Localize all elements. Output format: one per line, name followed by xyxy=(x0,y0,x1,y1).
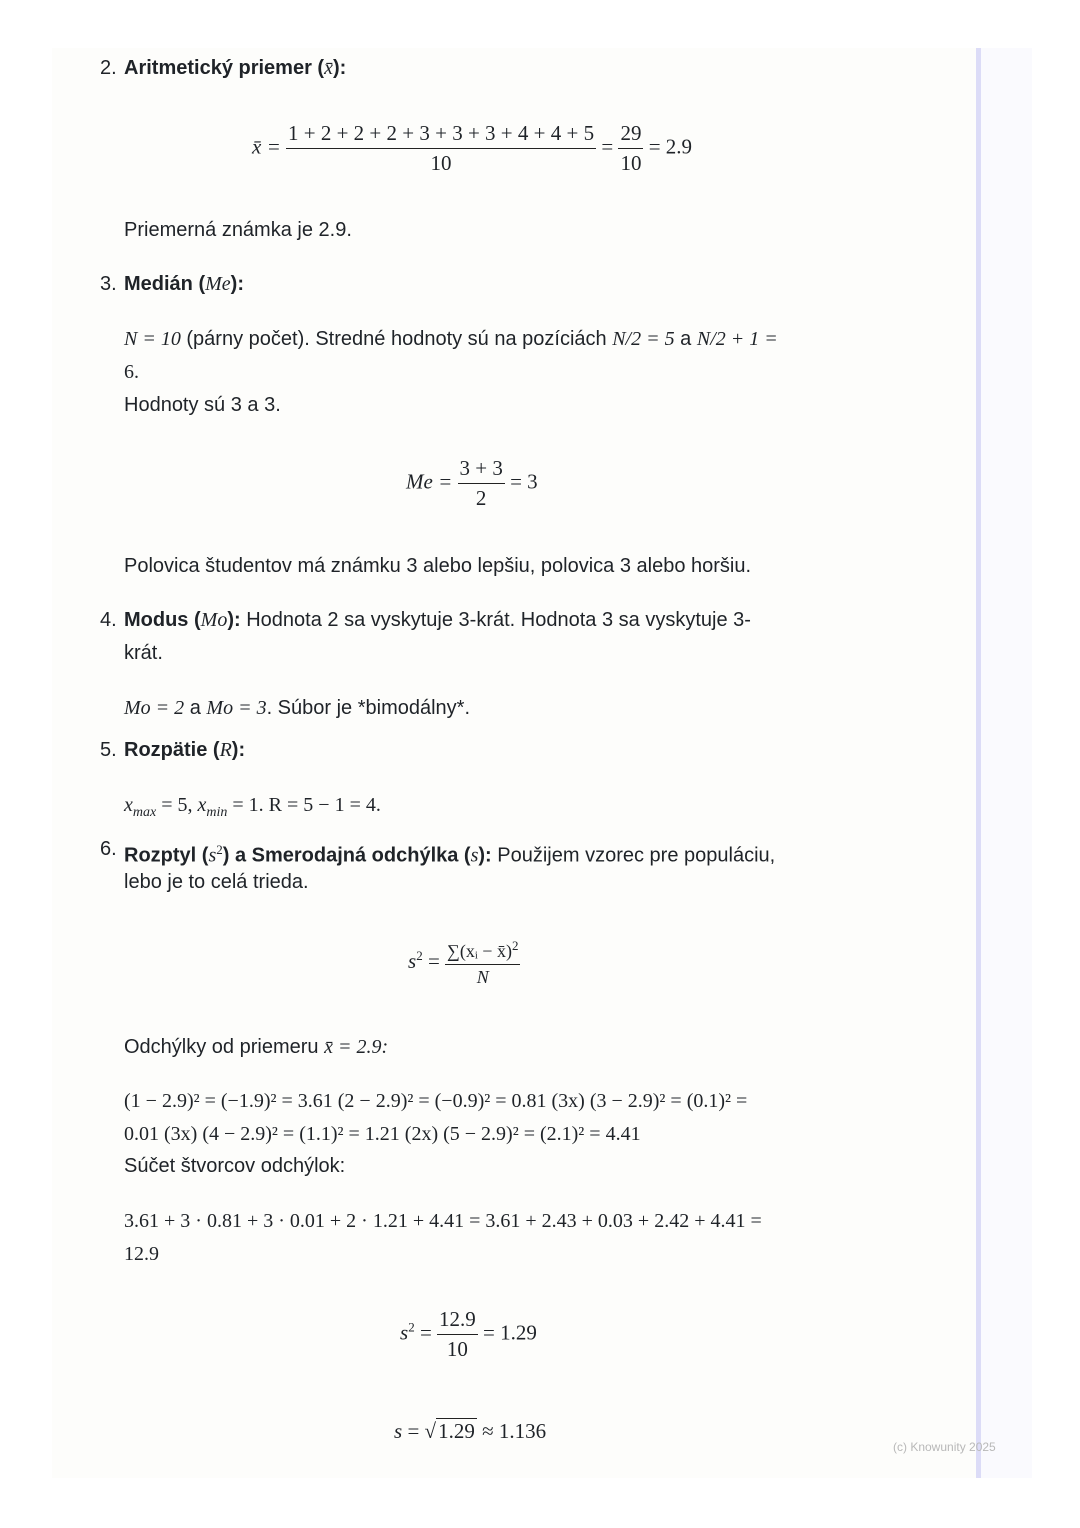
item-number: 4. xyxy=(100,609,117,631)
median-line-2: 6. xyxy=(124,361,139,383)
mean-text: Priemerná známka je 2.9. xyxy=(124,219,352,241)
sum-line-2: 12.9 xyxy=(124,1243,159,1265)
std-dev-result: s = √1.29 ≈ 1.136 xyxy=(394,1419,547,1443)
deviation-line-2: 0.01 (3x) (4 − 2.9)² = (1.1)² = 1.21 (2x) (5 − 2.9)² = (2.1)² = 4.41 xyxy=(124,1123,641,1145)
item-number: 3. xyxy=(100,273,117,295)
item-number: 2. xyxy=(100,57,117,79)
item-number: 5. xyxy=(100,739,117,761)
sum-label: Súčet štvorcov odchýlok: xyxy=(124,1155,346,1177)
copyright-footer: (c) Knowunity 2025 xyxy=(893,1440,996,1454)
item-number: 6. xyxy=(100,838,117,860)
range-line: $x_{max} = 5$, $x_{min} = 1$. R = 5 − 1 = 4. xyxy=(124,794,381,820)
deviation-line-1: (1 − 2.9)² = (−1.9)² = 3.61 (2 − 2.9)² = (−0.9)² = 0.81 (3x) (3 − 2.9)² = (0.1)² = xyxy=(124,1090,748,1112)
median-line-3: Hodnoty sú 3 a 3. xyxy=(124,394,281,416)
variance-result: $s^2$ = $\frac{12.9}{10}$ = 1.29 xyxy=(400,1307,537,1361)
heading-median: Medián (Me): xyxy=(124,273,244,295)
heading-arithmetic-mean: Aritmetický priemer (x̄): xyxy=(124,57,347,79)
variance-line-2: lebo je to celá trieda. xyxy=(124,871,309,893)
heading-range: Rozpätie (R): xyxy=(124,739,246,761)
heading-variance: Rozptyl $(s^2)$ a Smerodajná odchýlka (s): Použijem vzorec pre populáciu, xyxy=(124,842,776,867)
deviation-label: Odchýlky od priemeru x̄ = 2.9: xyxy=(124,1036,389,1058)
mean-formula: x̄ = $\frac{1 + 2 + 2 + 2 + 3 + 3 + 3 + 4 + 4 + 5}{10}$ = $\frac{29}{10}$ = 2.9 xyxy=(252,121,693,175)
mode-result: Mo = 2 a Mo = 3. Súbor je *bimodálny*. xyxy=(124,697,471,719)
median-line-1: N = 10 (párny počet). Stredné hodnoty sú na pozíciách N/2 = 5 a N/2 + 1 = xyxy=(124,328,778,350)
margin-area xyxy=(981,48,1032,1478)
heading-mode: Modus (Mo): Hodnota 2 sa vyskytuje 3-krát. Hodnota 3 sa vyskytuje 3- xyxy=(124,609,751,631)
median-formula: Me = $\frac{3 + 3}{2}$ = 3 xyxy=(406,456,538,510)
sum-line-1: 3.61 + 3 · 0.81 + 3 · 0.01 + 2 · 1.21 + 4.41 = 3.61 + 2.43 + 0.03 + 2.42 + 4.41 = xyxy=(124,1210,762,1232)
variance-formula: $s^2$ = $\frac{\sum(xᵢ - x̄)^2}{N}$ xyxy=(408,938,519,987)
median-text: Polovica študentov má známku 3 alebo lepšiu, polovica 3 alebo horšiu. xyxy=(124,555,752,577)
mode-line-2: krát. xyxy=(124,642,163,664)
